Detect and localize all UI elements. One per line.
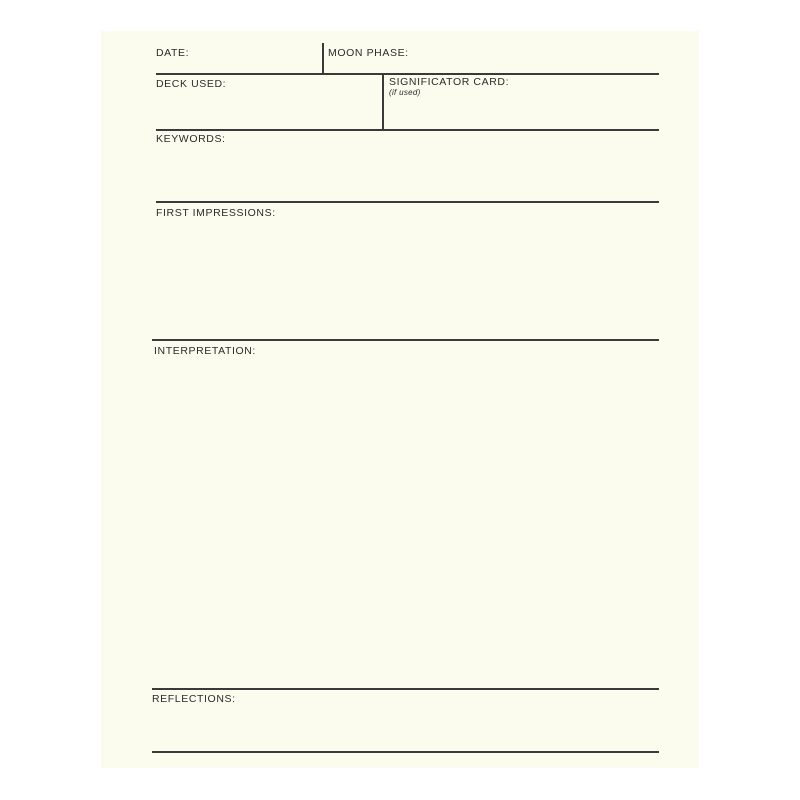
keywords-rule [156,201,659,203]
date-label: DATE: [156,47,190,59]
date-moon-divider [322,43,324,74]
moon-phase-label: MOON PHASE: [328,47,409,59]
first-impressions-label: FIRST IMPRESSIONS: [156,207,276,219]
reflections-rule [152,751,659,753]
row-1-rule [156,73,659,75]
interpretation-rule [152,688,659,690]
row-2-rule [156,129,659,131]
reflections-label: REFLECTIONS: [152,693,236,705]
keywords-label: KEYWORDS: [156,133,226,145]
first-impressions-rule [152,339,659,341]
significator-note: (if used) [389,88,421,97]
deck-significator-divider [382,74,384,130]
deck-used-label: DECK USED: [156,78,227,90]
significator-card-label: SIGNIFICATOR CARD: [389,76,510,88]
journal-page [101,31,699,768]
interpretation-label: INTERPRETATION: [154,345,256,357]
